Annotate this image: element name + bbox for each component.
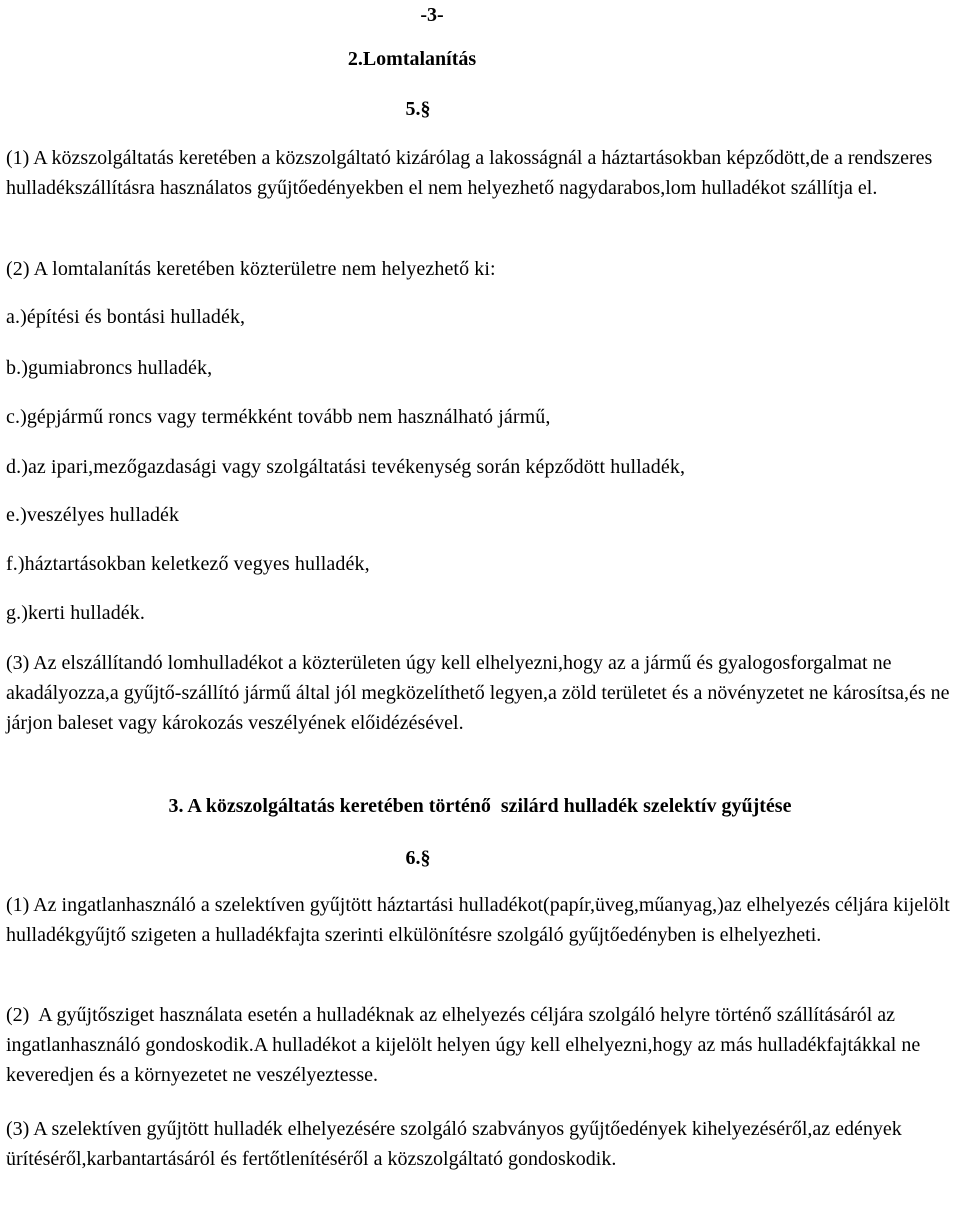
sec5-paragraph-3: (3) Az elszállítandó lomhulladékot a közterületen úgy kell elhelyezni,hogy az a jármű és gyalogosforgalmat ne akadályozza,a gyűjtő-szállító jármű által jól megközelíthető legyen,a zöld területet és a növényzetet ne károsítsa,és ne járjon baleset vagy károkozás veszélyének előidézésével. <box>6 652 950 734</box>
list-item-e: e.)veszélyes hulladék <box>6 504 180 526</box>
section-sign-icon: § <box>420 98 431 120</box>
list-item-f: f.)háztartásokban keletkező vegyes hulladék, <box>6 553 370 575</box>
list-item-b: b.)gumiabroncs hulladék, <box>6 357 213 379</box>
section-3-title: 3. A közszolgáltatás keretében történő szilárd hulladék szelektív gyűjtése <box>168 795 792 817</box>
section-title: 2.Lomtalanítás <box>347 48 477 70</box>
list-item-a: a.)építési és bontási hulladék, <box>6 306 246 328</box>
list-item-g: g.)kerti hulladék. <box>6 602 145 624</box>
sec6-paragraph-2: (2) A gyűjtősziget használata esetén a hulladéknak az elhelyezés céljára szolgáló helyre történő szállításáról az ingatlanhasználó gondoskodik.A hulladékot a kijelölt helyen úgy kell elhelyezni,hogy az más hulladékfajtákkal ne keveredjen és a környezetet ne veszélyeztesse. <box>6 1004 926 1086</box>
section-sign-icon: § <box>420 847 431 869</box>
list-item-c: c.)gépjármű roncs vagy termékként tovább nem használható jármű, <box>6 406 551 428</box>
paragraph-heading-6: 6.§ <box>405 847 431 869</box>
sec5-paragraph-2: (2) A lomtalanítás keretében közterületre nem helyezhető ki: <box>6 258 496 280</box>
list-item-d: d.)az ipari,mezőgazdasági vagy szolgáltatási tevékenység során képződött hulladék, <box>6 456 686 478</box>
sec5-paragraph-1: (1) A közszolgáltatás keretében a közszolgáltató kizárólag a lakosságnál a háztartásokban képződött,de a rendszeres hulladékszállításra használatos gyűjtőedényekben el nem helyezhető nagydarabos,lom hulladékot szállítja el. <box>6 147 933 199</box>
page-number: -3- <box>420 4 444 26</box>
sec6-paragraph-1: (1) Az ingatlanhasználó a szelektíven gyűjtött háztartási hulladékot(papír,üveg,műanyag,)az elhelyezés céljára kijelölt hulladékgyűjtő szigeten a hulladékfajta szerinti elkülönítésre szolgáló gyűjtőedényben is elhelyezheti. <box>6 894 950 946</box>
sec6-paragraph-3: (3) A szelektíven gyűjtött hulladék elhelyezésére szolgáló szabványos gyűjtőedények kihelyezéséről,az edények ürítéséről,karbantartásáról és fertőtlenítéséről a közszolgáltató gondoskodik. <box>6 1118 902 1170</box>
paragraph-heading-5: 5.§ <box>405 98 431 120</box>
